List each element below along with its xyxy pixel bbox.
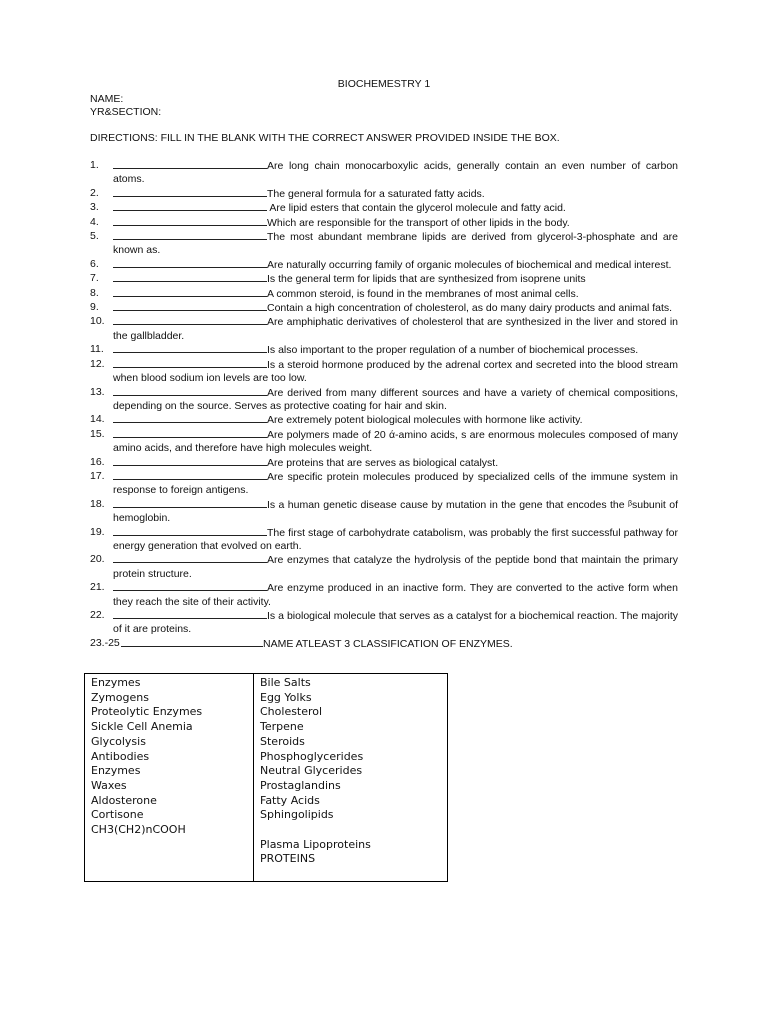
question-text: Are polymers made of 20 ά-amino acids, s are enormous molecules composed of many amino acids, and therefore have high molecules weight.: [113, 428, 678, 455]
answer-blank[interactable]: [113, 428, 267, 438]
answer-choice: Antibodies: [91, 749, 150, 763]
answer-blank[interactable]: [113, 301, 267, 311]
question-number: 16.: [90, 455, 105, 468]
answer-choice: Prostaglandins: [260, 778, 341, 792]
question-number: 22.: [90, 609, 105, 621]
question-number: 23.-25: [90, 636, 120, 649]
spacer: [260, 823, 441, 838]
question-number: 2.: [90, 186, 99, 199]
question-item: [90, 581, 678, 609]
question-text: Is a steroid hormone produced by the adrenal cortex and secreted into the blood stream when blood sodium ion levels are too low.: [113, 358, 678, 385]
answer-blank[interactable]: [113, 386, 267, 396]
question-text: The most abundant membrane lipids are derived from glycerol-3-phosphate and are known as.: [113, 231, 678, 257]
question-text: Is also important to the proper regulation of a number of biochemical processes.: [267, 344, 639, 357]
answer-box-column-1: [85, 674, 254, 881]
answer-box-column-2: [254, 674, 447, 881]
question-number: 9.: [90, 301, 99, 314]
question-item: [90, 230, 678, 258]
question-item: [90, 413, 678, 427]
question-text: The general formula for a saturated fatty acids.: [267, 187, 485, 200]
answer-choice: Enzymes: [91, 676, 141, 689]
question-number: 10.: [90, 315, 105, 328]
answer-choice: Waxes: [91, 778, 127, 792]
question-text: Are enzyme produced in an inactive form. They are converted to the active form when they reach the site of their activity.: [113, 582, 678, 608]
question-item: [90, 470, 678, 498]
answer-blank[interactable]: [113, 413, 267, 423]
question-text: A common steroid, is found in the membranes of most animal cells.: [267, 287, 579, 300]
question-item: [90, 428, 678, 456]
question-number: 15.: [90, 427, 105, 440]
answer-blank[interactable]: [113, 526, 267, 536]
question-text: Which are responsible for the transport of other lipids in the body.: [267, 216, 570, 229]
answer-choice: Sphingolipids: [260, 808, 334, 822]
answer-choice: Glycolysis: [91, 734, 146, 748]
question-number: 4.: [90, 215, 99, 228]
answer-blank[interactable]: [121, 637, 263, 647]
question-text: Are enzymes that catalyze the hydrolysis of the peptide bond that maintain the primary protein structure.: [113, 554, 678, 580]
answer-choice: Proteolytic Enzymes: [91, 705, 203, 719]
question-number: 5.: [90, 230, 99, 243]
question-item-classification: [90, 637, 678, 651]
question-text: The first stage of carbohydrate catabolism, was probably the first successful pathway for energy generation that evolved on earth.: [113, 526, 678, 552]
question-text: Are long chain monocarboxylic acids, generally contain an even number of carbon atoms.: [113, 160, 678, 186]
answer-choice: PROTEINS: [260, 852, 316, 866]
answer-blank[interactable]: [113, 456, 267, 466]
question-item: [90, 258, 678, 272]
question-item: [90, 287, 678, 301]
answer-choice: CH3(CH2)nCOOH: [91, 823, 186, 837]
question-number: 17.: [90, 469, 105, 482]
answer-choice: Egg Yolks: [260, 690, 312, 704]
question-text: Are naturally occurring family of organic molecules of biochemical and medical interest.: [267, 258, 672, 271]
section-label: YR&SECTION:: [90, 106, 162, 118]
question-text: Are amphiphatic derivatives of cholesterol that are synthesized in the liver and stored in the gallbladder.: [113, 316, 678, 342]
answer-choice: Phosphoglycerides: [260, 749, 364, 763]
answer-blank[interactable]: [113, 272, 267, 282]
answer-choice: Cortisone: [91, 808, 144, 822]
question-text: Contain a high concentration of cholesterol, as do many dairy products and animal fats.: [267, 302, 673, 315]
answer-blank[interactable]: [113, 498, 267, 508]
answer-blank[interactable]: [113, 553, 267, 563]
answer-blank[interactable]: [113, 258, 267, 268]
question-item: [90, 343, 678, 357]
answer-choice: Bile Salts: [260, 676, 311, 689]
directions-text: DIRECTIONS: FILL IN THE BLANK WITH THE CORRECT ANSWER PROVIDED INSIDE THE BOX.: [90, 132, 560, 144]
answer-blank[interactable]: [113, 159, 267, 169]
answer-blank[interactable]: [113, 358, 267, 368]
question-item: [90, 272, 678, 286]
answer-blank[interactable]: [113, 216, 267, 226]
question-text: Is the general term for lipids that are synthesized from isoprene units: [267, 273, 586, 286]
question-text: Is a biological molecule that serves as a catalyst for a biochemical reaction. The majority of it are proteins.: [113, 610, 678, 636]
question-number: 1.: [90, 159, 99, 171]
question-number: 14.: [90, 413, 105, 426]
question-number: 19.: [90, 525, 105, 538]
question-item: [90, 201, 678, 215]
question-text: Are extremely potent biological molecules with hormone like activity.: [267, 414, 583, 427]
question-item: [90, 456, 678, 470]
answer-blank[interactable]: [113, 609, 267, 619]
answer-choice: Plasma Lipoproteins: [260, 837, 371, 851]
question-item: [90, 159, 678, 187]
answer-choice: Fatty Acids: [260, 793, 320, 807]
question-item: [90, 216, 678, 230]
question-number: 6.: [90, 257, 99, 270]
answer-choice: Sickle Cell Anemia: [91, 720, 193, 734]
question-item: [90, 358, 678, 386]
answer-choice: Enzymes: [91, 764, 141, 778]
answer-blank[interactable]: [113, 287, 267, 297]
question-item: [90, 315, 678, 343]
question-item: [90, 609, 678, 637]
answer-choice: Aldosterone: [91, 793, 157, 807]
answer-blank[interactable]: [113, 343, 267, 353]
question-number: 13.: [90, 385, 105, 398]
question-text: Is a human genetic disease cause by mutation in the gene that encodes the ᵝsubunit of hemoglobin.: [113, 498, 678, 525]
answer-blank[interactable]: [113, 581, 267, 591]
question-item: [90, 498, 678, 526]
answer-choice: Steroids: [260, 734, 305, 748]
answer-blank[interactable]: [113, 470, 267, 480]
question-text: NAME ATLEAST 3 CLASSIFICATION OF ENZYMES.: [263, 637, 513, 650]
question-text: Are specific protein molecules produced by specialized cells of the immune system in response to foreign antigens.: [113, 470, 678, 497]
question-item: [90, 187, 678, 201]
question-item: [90, 301, 678, 315]
answer-choice: Neutral Glycerides: [260, 764, 363, 778]
question-number: 18.: [90, 497, 105, 510]
page-title: BIOCHEMESTRY 1: [337, 78, 431, 90]
answer-blank[interactable]: [113, 201, 267, 211]
question-item: [90, 386, 678, 414]
question-number: 12.: [90, 357, 105, 370]
answer-choice: Terpene: [260, 720, 304, 734]
answer-box: [84, 673, 448, 882]
question-text: Are lipid esters that contain the glycerol molecule and fatty acid.: [267, 202, 566, 215]
name-label: NAME:: [90, 93, 124, 105]
answer-choice: Zymogens: [91, 690, 149, 704]
question-text: Are derived from many different sources and have a variety of chemical compositions, depending on the source. Serves as protective coating for hair and skin.: [113, 386, 678, 412]
answer-blank[interactable]: [113, 230, 267, 240]
question-number: 3.: [90, 201, 99, 214]
answer-blank[interactable]: [113, 187, 267, 197]
question-item: [90, 553, 678, 581]
question-text: Are proteins that are serves as biological catalyst.: [267, 456, 499, 469]
answer-blank[interactable]: [113, 315, 267, 325]
question-item: [90, 526, 678, 554]
question-list: [90, 159, 678, 651]
question-number: 7.: [90, 272, 99, 285]
question-number: 8.: [90, 286, 99, 299]
question-number: 21.: [90, 581, 105, 594]
question-number: 20.: [90, 553, 105, 566]
question-number: 11.: [90, 343, 104, 356]
answer-choice: Cholesterol: [260, 705, 323, 719]
